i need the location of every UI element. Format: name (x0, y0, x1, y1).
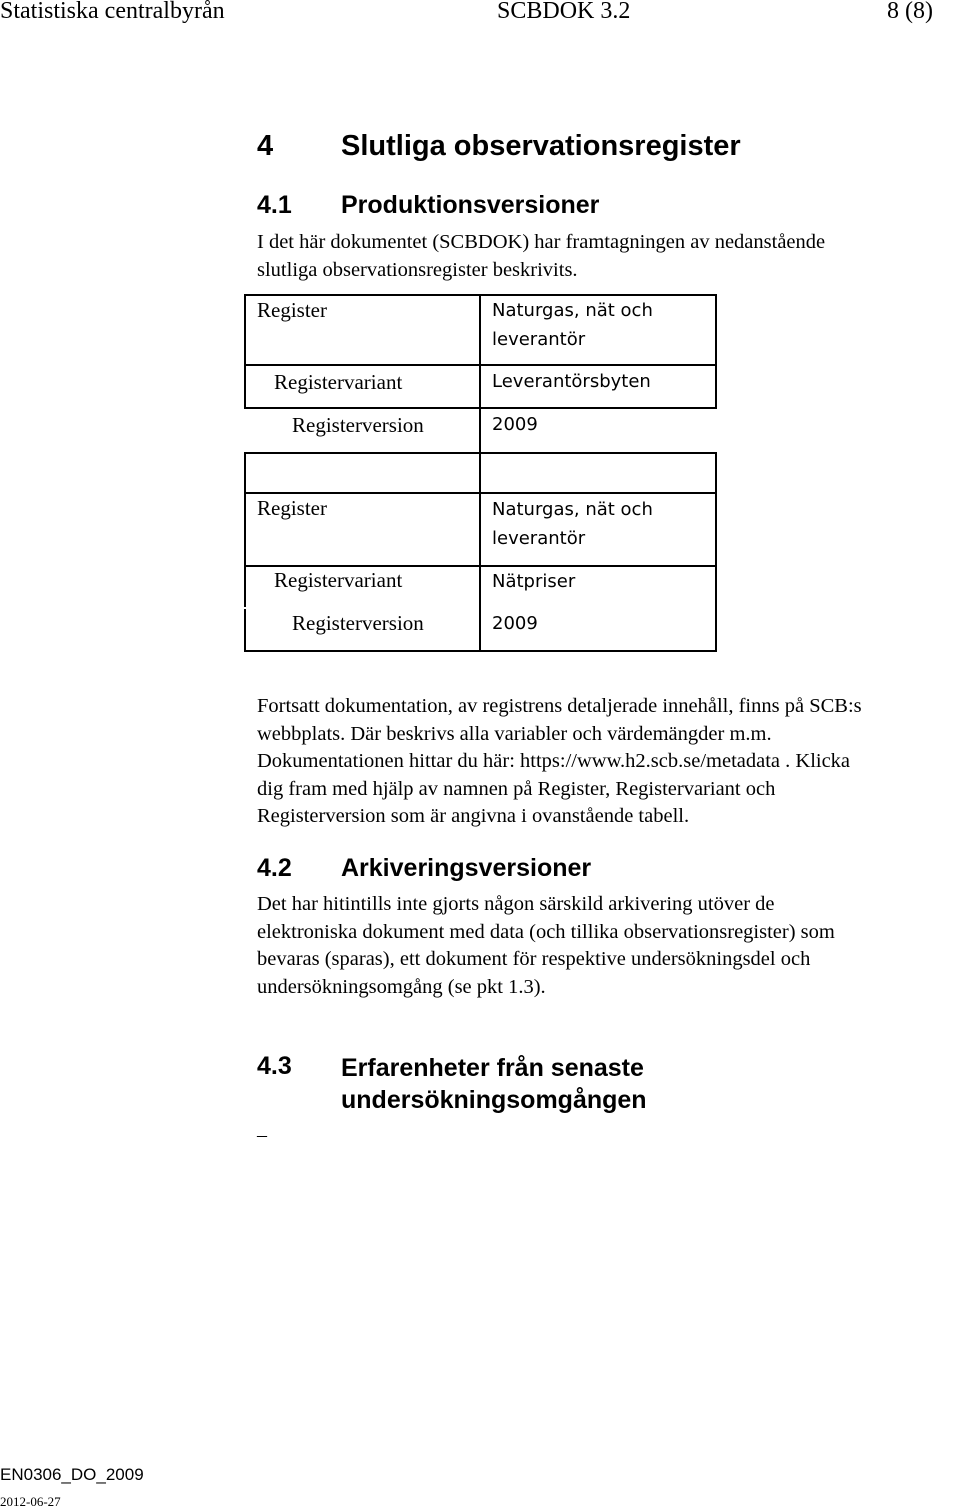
section-4-2-number: 4.2 (257, 854, 292, 882)
continued-documentation-paragraph (257, 693, 862, 831)
registervariant-value: Nätpriser (492, 571, 576, 592)
registerversion-label: Registerversion (292, 413, 424, 437)
section-4-1-intro (257, 229, 825, 284)
section-4-1-number: 4.1 (257, 191, 292, 219)
footer-date: 2012-06-27 (0, 1494, 61, 1509)
header-page-number: 8 (8) (887, 0, 933, 24)
paragraph-line: bevaras (sparas), ett dokument för respektive undersökningsdel och (257, 948, 811, 970)
register-label: Register (257, 496, 327, 520)
intro-line: I det här dokumentet (SCBDOK) har framtagningen av nedanstående (257, 231, 826, 253)
registervariant-label: Registervariant (274, 370, 403, 394)
register-value: Naturgas, nät och leverantör (492, 300, 653, 350)
section-4-2-title: Arkiveringsversioner (341, 854, 592, 882)
section-4-number: 4 (257, 130, 274, 162)
paragraph-line: Dokumentationen hittar du här: https://www.h2.scb.se/metadata . Klicka (257, 750, 851, 772)
register-value: Naturgas, nät och leverantör (492, 499, 653, 549)
register-table-1 (244, 294, 717, 454)
footer-form-code: EN0306_DO_2009 (0, 1465, 144, 1484)
intro-line: slutliga observationsregister beskrivits. (257, 258, 578, 281)
register-label: Register (257, 298, 327, 322)
registerversion-label: Registerversion (292, 611, 424, 635)
registervariant-value: Leverantörsbyten (492, 371, 651, 392)
section-4-title: Slutliga observationsregister (341, 130, 741, 162)
section-4-3-body: – (257, 1124, 267, 1146)
registerversion-value: 2009 (492, 613, 538, 634)
paragraph-line: Fortsatt dokumentation, av registrens detaljerade innehåll, finns på SCB:s (257, 695, 862, 717)
section-4-1-title: Produktionsversioner (341, 191, 600, 219)
paragraph-line: dig fram med hjälp av namnen på Register, Registervariant och (257, 777, 776, 800)
header-document-code: SCBDOK 3.2 (497, 0, 631, 24)
paragraph-line: elektroniska dokument med data (och tillika observationsregister) som (257, 920, 835, 943)
registerversion-value: 2009 (492, 414, 538, 435)
paragraph-line: Det har hitintills inte gjorts någon särskild arkivering utöver de (257, 893, 775, 915)
section-4-3-number: 4.3 (257, 1052, 292, 1080)
paragraph-line: undersökningsomgång (se pkt 1.3). (257, 975, 546, 998)
header-organization: Statistiska centralbyrån (0, 0, 225, 24)
section-4-2-paragraph (257, 891, 835, 1001)
paragraph-line: webbplats. Där beskrivs alla variabler och värdemängder m.m. (257, 722, 772, 745)
paragraph-line: Registerversion som är angivna i ovanstående tabell. (257, 805, 690, 827)
register-table-2 (244, 452, 717, 654)
registervariant-label: Registervariant (274, 568, 403, 592)
section-4-3-title: Erfarenheter från senaste undersökningsomgången (341, 1054, 647, 1114)
